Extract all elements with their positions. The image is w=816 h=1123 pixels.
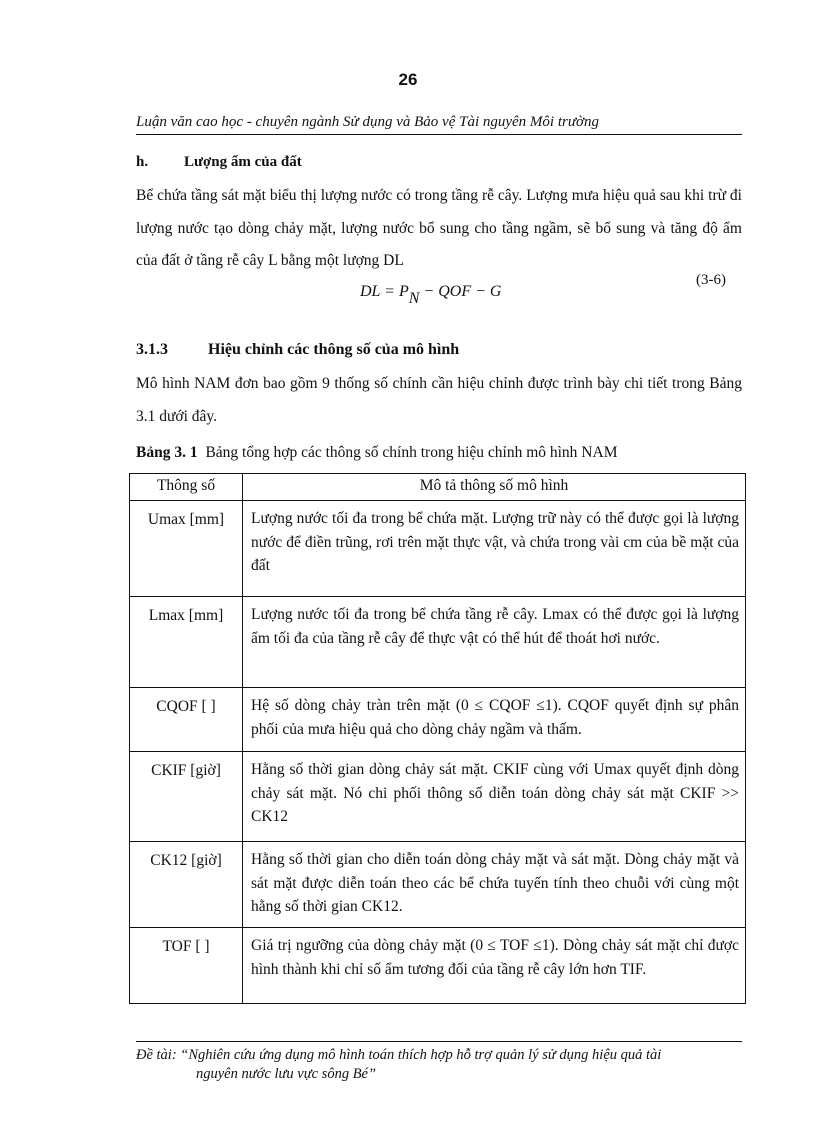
param-name: CK12 [giờ] (130, 842, 243, 928)
param-description: Hằng số thời gian dòng chảy sát mặt. CKIF cùng với Umax quyết định dòng chảy sát mặt. Nó chi phối thông số diễn toán dòng chảy sát mặt CKIF >> CK12 (243, 752, 746, 842)
section-number: h. (136, 154, 149, 170)
param-name: Umax [mm] (130, 501, 243, 597)
paragraph-nam-intro: Mô hình NAM đơn bao gồm 9 thống số chính cần hiệu chỉnh được trình bày chi tiết trong Bảng 3.1 dưới đây. (136, 375, 742, 425)
table-row (130, 928, 746, 1004)
header-description: Mô tả thông số mô hình (243, 474, 746, 501)
param-description: Lượng nước tối đa trong bể chứa tầng rễ cây. Lmax có thể được gọi là lượng ẩm tối đa của tầng rễ cây để thực vật có thể hút để thoát hơi nước. (243, 597, 746, 688)
table-caption-label: Bảng 3. 1 (136, 444, 198, 461)
table-caption-text: Bảng tổng hợp các thông số chính trong hiệu chỉnh mô hình NAM (205, 444, 618, 461)
formula-lhs: DL = P (360, 283, 409, 300)
parameters-table (129, 473, 746, 1004)
equation-number: (3-6) (696, 272, 726, 288)
table-row (130, 597, 746, 688)
param-description: Lượng nước tối đa trong bể chứa mặt. Lượng trữ này có thể được gọi là lượng nước để điền trũng, rơi trên mặt thực vật, và chứa trong vài cm của bề mặt của đất (243, 501, 746, 597)
param-description: Giá trị ngưỡng của dòng chảy mặt (0 ≤ TOF ≤1). Dòng chảy sát mặt chỉ được hình thành khi chỉ số ẩm tương đối của tầng rễ cây lớn hơn TIF. (243, 928, 746, 1004)
table-row (130, 501, 746, 597)
param-description: Hằng số thời gian cho diễn toán dòng chảy mặt và sát mặt. Dòng chảy mặt và sát mặt được diễn toán theo các bể chứa tuyến tính theo chuỗi với cùng một hằng số thời gian CK12. (243, 842, 746, 928)
formula-subscript: N (408, 290, 420, 307)
table-row (130, 688, 746, 752)
paragraph-soil-moisture: Bể chứa tầng sát mặt biểu thị lượng nước có trong tầng rễ cây. Lượng mưa hiệu quả sau khi trừ đi lượng nước tạo dòng chảy mặt, lượng nước bổ sung cho tầng ngầm, sẽ bổ sung và tăng độ ẩm của đất ở tầng rễ cây L bằng một lượng DL (136, 187, 742, 269)
running-header: Luận văn cao học - chuyên ngành Sử dụng và Bảo vệ Tài nguyên Môi trường (136, 112, 742, 135)
table-header-row (130, 474, 746, 501)
footer-thesis-title (136, 1041, 742, 1084)
header-param: Thông số (130, 474, 243, 501)
param-name: TOF [ ] (130, 928, 243, 1004)
table-row (130, 842, 746, 928)
param-description: Hệ số dòng chảy tràn trên mặt (0 ≤ CQOF ≤1). CQOF quyết định sự phân phối của mưa hiệu quả cho dòng chảy ngầm và thấm. (243, 688, 746, 752)
subsection-title: Hiệu chỉnh các thông số của mô hình (208, 341, 460, 358)
formula-rhs: − QOF − G (419, 283, 502, 300)
footer-line-2: nguyên nước lưu vực sông Bé” (196, 1066, 377, 1082)
formula-3-6 (360, 283, 501, 308)
footer-line-1: Đề tài: “Nghiên cứu ứng dụng mô hình toán thích hợp hỗ trợ quản lý sử dụng hiệu quả tài (136, 1047, 662, 1063)
param-name: CKIF [giờ] (130, 752, 243, 842)
page-number: 26 (398, 70, 418, 89)
section-heading-h (136, 154, 302, 171)
table-row (130, 752, 746, 842)
section-title: Lượng ẩm của đất (184, 154, 302, 170)
table-caption (136, 444, 617, 462)
param-name: Lmax [mm] (130, 597, 243, 688)
subsection-number: 3.1.3 (136, 341, 168, 358)
param-name: CQOF [ ] (130, 688, 243, 752)
subsection-heading (136, 341, 459, 359)
